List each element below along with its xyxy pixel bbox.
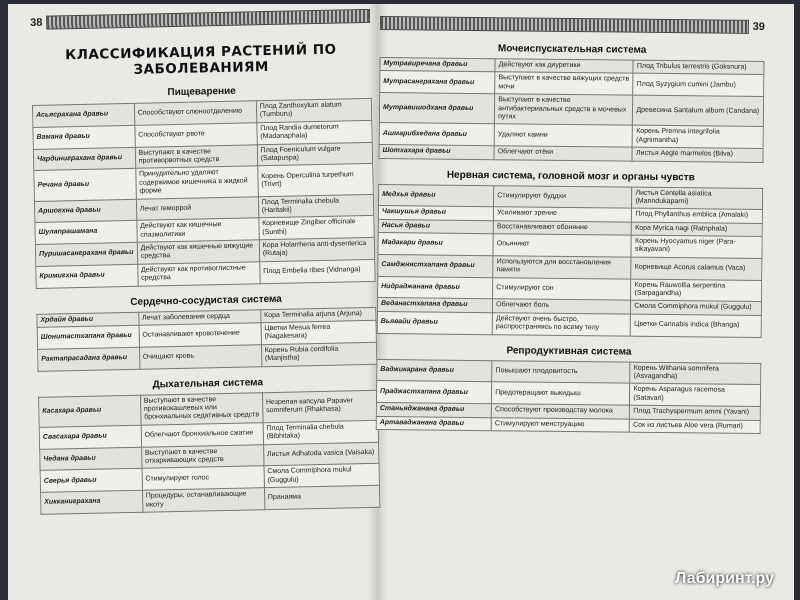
group-name-cell: Хикканиграхана [41, 490, 143, 514]
plant-cell: Листья Centella asiatica (Manndukaparni) [632, 187, 763, 210]
plant-cell: Плод Terminalia chebula (Haritakii) [258, 194, 374, 218]
classification-table [36, 306, 377, 371]
action-cell: Стимулируют сон [493, 277, 631, 300]
action-cell: Облегчают бронхиальное сжатие [141, 422, 263, 446]
action-cell: Повышают плодовитость [492, 360, 630, 383]
action-cell: Удаляют камни [494, 124, 632, 147]
ornament-band [46, 9, 370, 30]
group-name-cell: Мутравиречана дравьи [380, 58, 495, 73]
plant-cell: Плод Randia dumetorum (Madanaphala) [257, 120, 373, 144]
plant-cell: Корень Operculina turpethum (Trivrt) [257, 164, 373, 197]
plant-cell: Плод Tribulus terrestris (Goksnura) [633, 60, 764, 75]
group-name-cell: Медхья дравьи [378, 184, 493, 207]
action-cell: Предотвращают выкидыш [492, 382, 630, 405]
right-page [374, 14, 765, 598]
plant-cell: Корень Withania somnifera (Asvagandha) [630, 362, 761, 385]
plant-cell: Корень Asparagus racemosa (Satavari) [630, 384, 761, 407]
plant-cell: Плод Phyllanthus emblica (Amalaki) [632, 208, 763, 223]
action-cell: Выступают в качестве отхаркивающих средств [141, 444, 263, 468]
right-sections [376, 42, 765, 434]
group-name-cell: Рактапрасадана дравьи [38, 347, 140, 371]
group-name-cell: Шонитастхапана дравьи [37, 325, 139, 349]
group-name-cell: Ваджикарана дравьи [377, 359, 492, 382]
section-heading: Дыхательная система [152, 376, 264, 391]
action-cell: Опьяняют [493, 234, 631, 257]
left-page [30, 7, 382, 594]
plant-cell: Цветки Cannabis indica (Bhanga) [631, 314, 762, 337]
plant-cell: Корень Rauwolfia serpentina (Sarpagandha) [631, 279, 762, 302]
action-cell: Усиливают зрение [494, 207, 632, 222]
page-number: 38 [30, 16, 43, 29]
plant-cell: Плод Trachyspermum ammi (Yavani) [630, 405, 761, 420]
group-name-cell: Сверья дравьи [40, 469, 142, 493]
group-name-cell: Шотхахара дравьи [379, 145, 494, 160]
group-name-cell: Чардиниграхана дравьи [33, 147, 135, 171]
section-heading: Пищеварение [167, 85, 236, 99]
right-page-header [380, 14, 765, 36]
action-cell: Выступают в качестве антибактериальных средств в мочевых путях [495, 94, 634, 126]
group-name-cell: Праджастхапана дравьи [376, 381, 491, 404]
plant-cell: Корень Premna integrifolia (Agnimantha) [633, 125, 764, 148]
page-number: 39 [752, 20, 765, 34]
plant-cell: Корневище Zingiber officinale (Sunthi) [259, 216, 375, 240]
group-name-cell: Свасахара дравьи [39, 425, 141, 449]
plant-cell: Плод Foeniculum vulgare (Satapuspa) [257, 142, 373, 166]
section-heading: Сердечно-сосудистая система [130, 293, 282, 308]
plant-cell: Смола Commiphora mukul (Guggulu) [264, 464, 380, 488]
plant-cell: Цветки Mesua ferrea (Nagakesara) [261, 320, 377, 344]
group-name-cell: Ашмарибхедана дравьи [379, 123, 494, 146]
plant-cell: Незрелая капсула Papaver somniferum (Rhakhasa) [262, 390, 378, 423]
action-cell: Принудительно удаляют содержимое кишечника в жидкой форме [135, 166, 258, 199]
group-name-cell: Мадакари дравьи [378, 233, 493, 256]
group-name-cell: Вьявайи дравьи [377, 311, 492, 334]
section-heading: Нервная система, головной мозг и органы чувств [446, 169, 695, 183]
action-cell: Стимулируют голос [142, 466, 264, 490]
group-name-cell: Веданастхапана дравьи [377, 298, 492, 313]
book-spread [8, 4, 794, 600]
group-name-cell: Пуришасанграхана дравьи [35, 242, 137, 266]
plant-cell: Листья Aegle marmelos (Bilva) [632, 147, 763, 162]
plant-cell: Пранаяма [264, 485, 380, 509]
group-name-cell: Станьяджанана дравьи [376, 403, 491, 418]
group-name-cell: Чедана дравьи [40, 447, 142, 471]
classification-table [378, 57, 764, 163]
table-row [377, 311, 761, 337]
group-name-cell: Нидраджанана дравьи [378, 276, 493, 299]
group-name-cell: Асьясрахана дравьи [32, 103, 134, 127]
classification-table [38, 389, 380, 514]
action-cell: Лечат заболевания сердца [138, 309, 260, 325]
page-title: КЛАССИФИКАЦИЯ РАСТЕНИЙ ПО ЗАБОЛЕВАНИЯМ [64, 41, 337, 78]
section-heading: Репродуктивная система [506, 344, 632, 358]
action-cell: Действуют как кишечные вяжущие средства [137, 240, 259, 264]
action-cell: Облегчают боль [493, 299, 631, 314]
action-cell: Стимулируют буддхи [494, 185, 632, 208]
table-row [379, 145, 763, 162]
action-cell: Очищают кровь [139, 345, 261, 369]
action-cell: Выступают в качестве противокашлевых или бронхиальных седативных средств [140, 392, 263, 425]
watermark: Лабиринт.ру [675, 570, 774, 587]
action-cell: Способствуют производству молока [491, 404, 629, 419]
classification-table [376, 359, 762, 434]
action-cell: Действуют как диуретики [495, 59, 633, 74]
plant-cell: Корневище Acorus calamus (Vaca) [631, 257, 762, 280]
group-name-cell: Хрдайя дравьи [37, 312, 139, 328]
plant-cell: Кора Terminalia arjuna (Arjuna) [260, 307, 376, 323]
plant-cell: Смола Commiphora mukul (Guggulu) [631, 301, 762, 316]
action-cell: Выступают в качестве противорвотных средств [135, 144, 257, 168]
action-cell: Выступают в качестве вяжущих средств мочи [495, 72, 633, 95]
group-name-cell: Насья дравьи [378, 219, 493, 234]
left-sections [32, 83, 381, 515]
action-cell: Способствуют слюноотделению [134, 101, 256, 125]
group-name-cell: Аршогхна дравьи [34, 199, 136, 223]
group-name-cell: Самджнястхапана дравьи [378, 254, 493, 277]
group-name-cell: Касахара дравьи [39, 395, 141, 427]
action-cell: Действуют как кишечные спазмолитики [137, 218, 259, 242]
plant-cell: Кора Holarrhena anti-dysenterica (Rutaja) [259, 237, 375, 261]
left-page-header [30, 7, 370, 32]
action-cell: Способствуют рвоте [135, 123, 257, 147]
table-row [379, 93, 763, 127]
group-name-cell: Артаваджанана дравьи [376, 416, 491, 431]
action-cell: Облегчают отёки [494, 146, 632, 161]
plant-cell: Плод Embelia ribes (Vidnanga) [259, 259, 375, 283]
ornament-band [380, 16, 749, 34]
action-cell: Останавливают кровотечение [139, 323, 261, 347]
table-row [376, 416, 760, 433]
section-heading: Мочеиспускательная система [497, 43, 647, 56]
action-cell: Процедуры, останавливающие икоту [142, 488, 264, 512]
group-name-cell: Мутравишодхана дравьи [379, 93, 494, 124]
action-cell: Восстанавливают обоняние [493, 220, 631, 235]
group-name-cell: Чакшушья дравьи [378, 206, 493, 221]
action-cell: Действуют очень быстро, распространяясь по всему телу [492, 313, 630, 336]
group-name-cell: Речана дравьи [34, 169, 136, 201]
group-name-cell: Кримигхна дравьи [36, 264, 138, 288]
plant-cell: Сок из листьев Aloe vera (Rumari) [630, 419, 761, 434]
plant-cell: Древесина Santalum album (Candana) [633, 95, 764, 127]
plant-cell: Листья Adhatoda vasica (Vaisaka) [263, 442, 379, 466]
plant-cell: Плод Syzygium cumini (Jambu) [633, 74, 764, 97]
plant-cell: Плод Terminalia chebula (Bibhitaka) [263, 420, 379, 444]
plant-cell: Кора Myrica nagi (Ratnphala) [632, 222, 763, 237]
plant-cell: Плод Zanthoxylum alatum (Tumburu) [256, 98, 372, 122]
action-cell: Лечат геморрой [136, 196, 258, 220]
group-name-cell: Шулапрашамана [35, 221, 137, 245]
plant-cell: Корень Hyocyamus niger (Para-sikayavani) [631, 235, 762, 258]
plant-cell: Корень Rubia cordifolia (Manjistha) [261, 342, 377, 366]
group-name-cell: Вамана дравьи [33, 125, 135, 149]
classification-table [377, 184, 764, 338]
group-name-cell: Мутрасанграхана дравьи [380, 71, 495, 94]
action-cell: Используются для восстановления памяти [493, 256, 631, 279]
action-cell: Стимулируют менструацию [491, 417, 629, 432]
classification-table [32, 98, 376, 289]
action-cell: Действуют как противоглистные средства [137, 262, 259, 286]
